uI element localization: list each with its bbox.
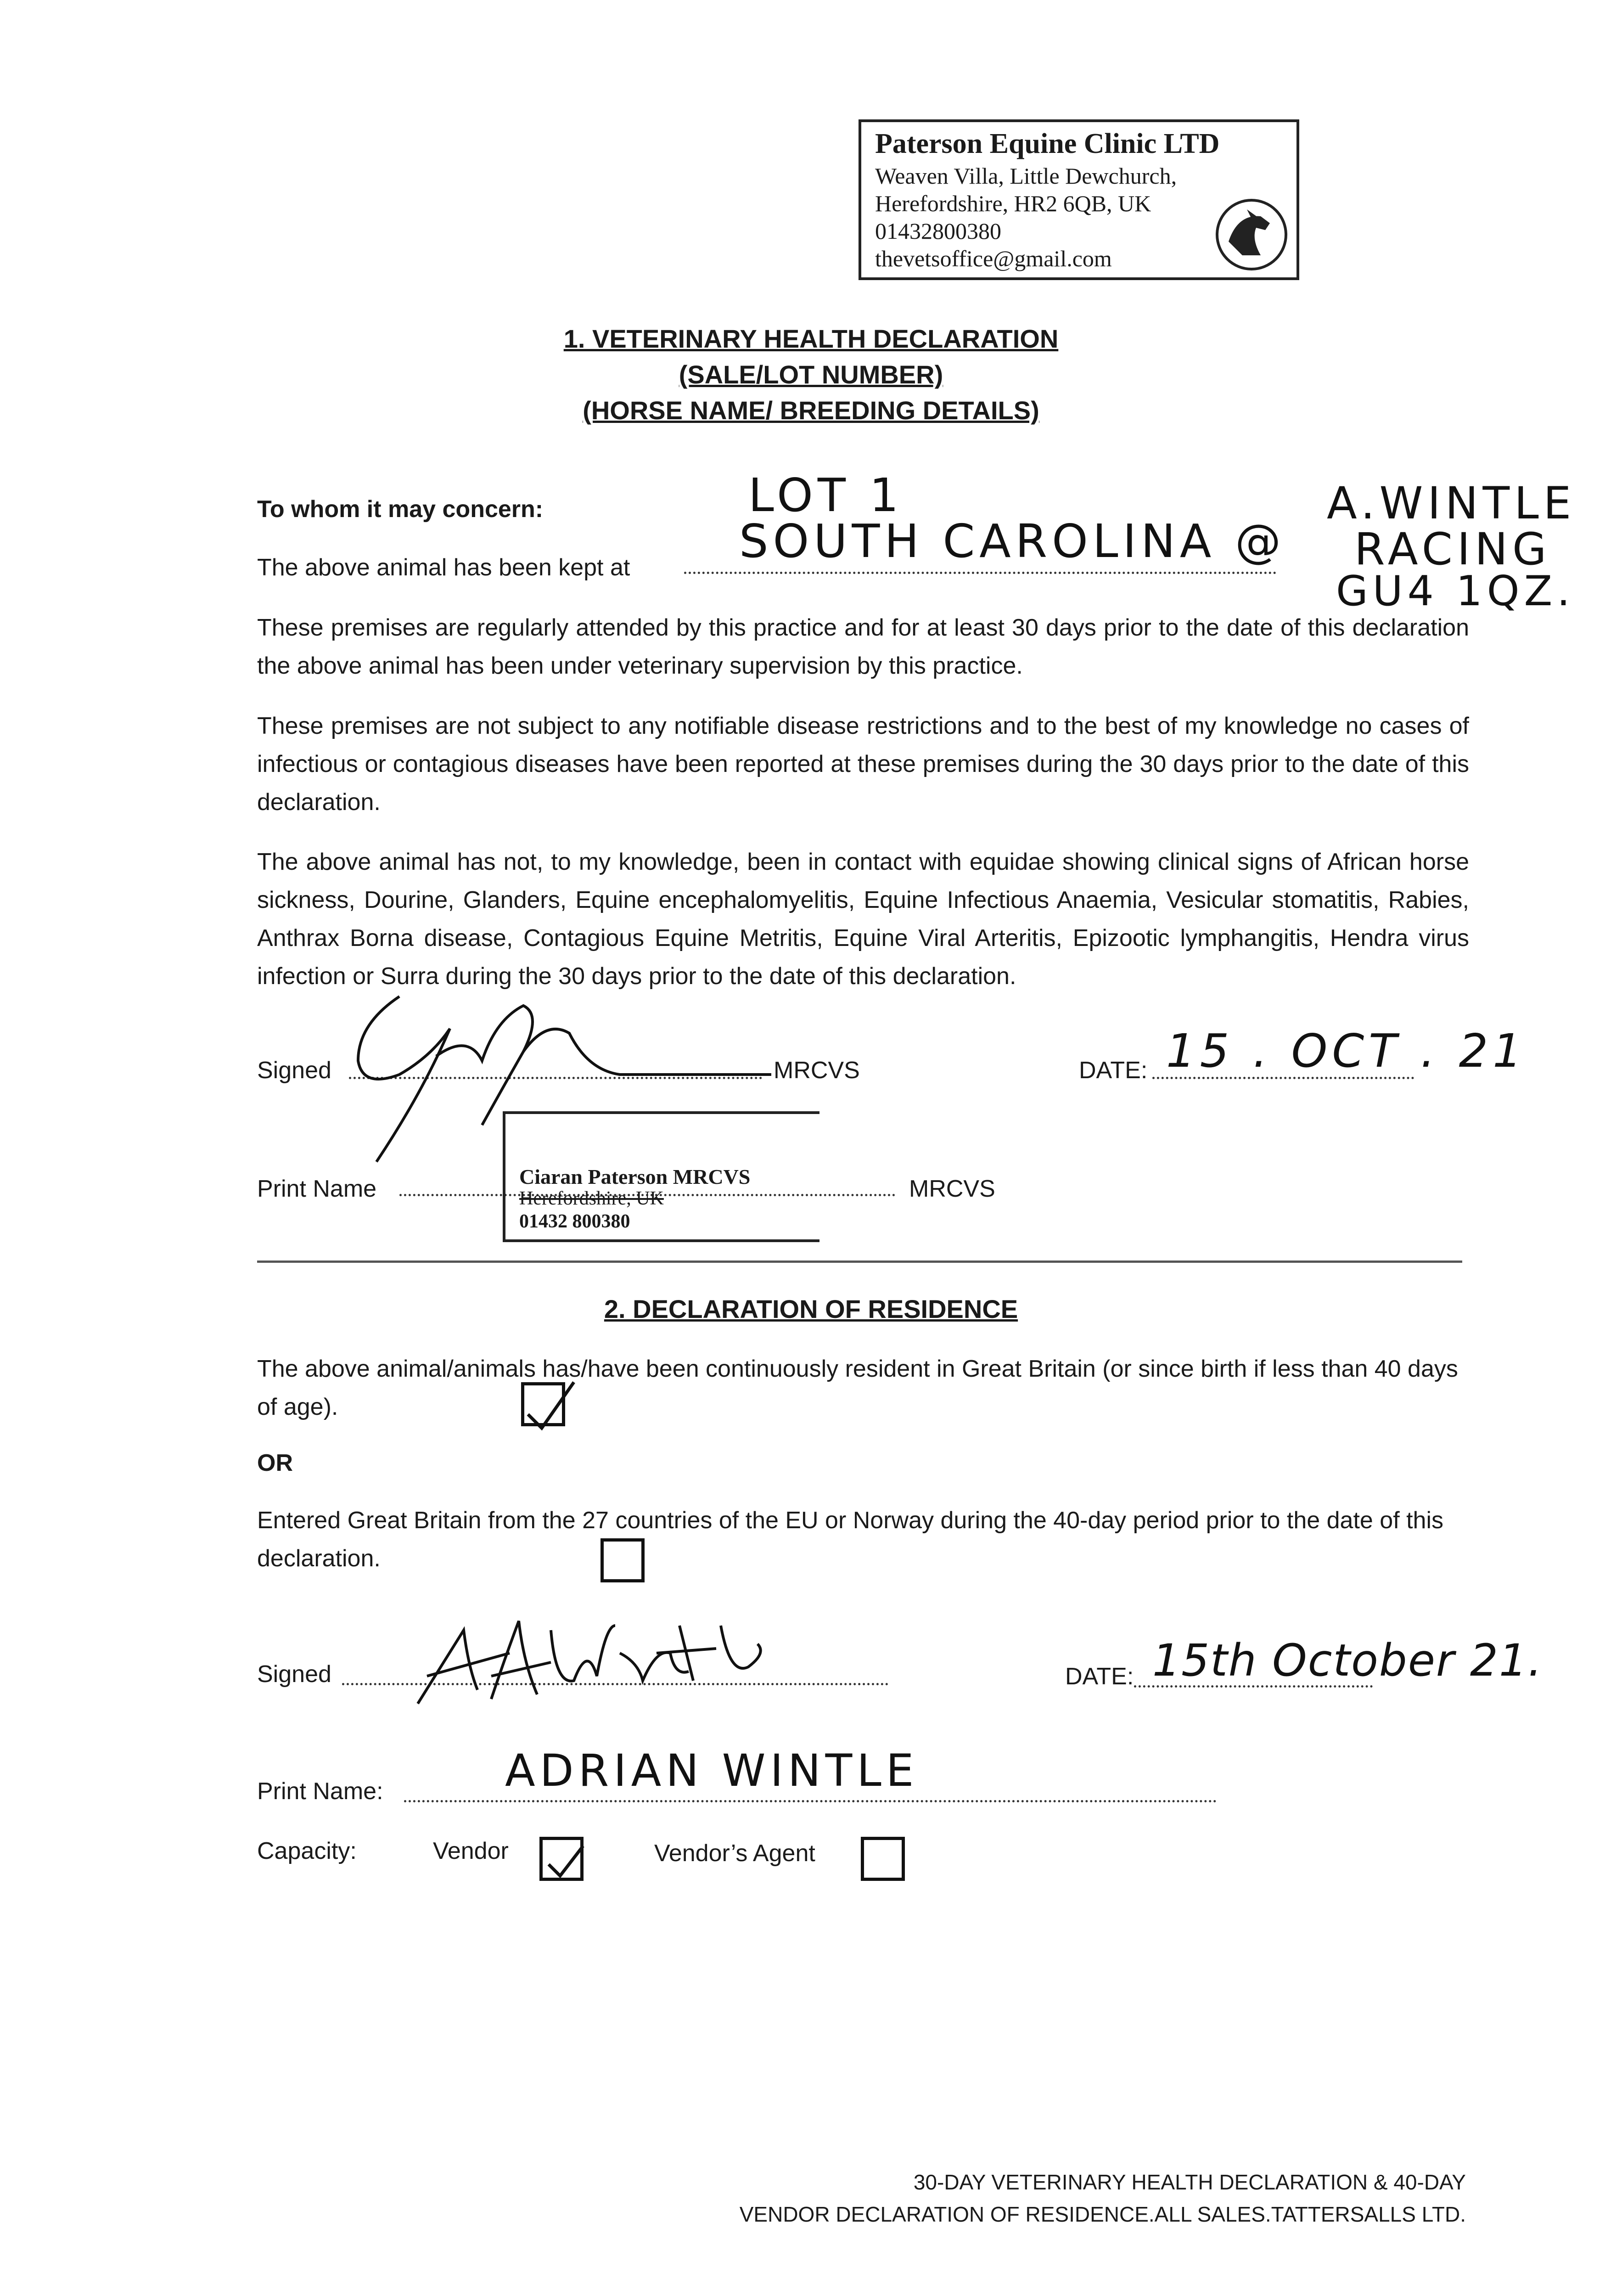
vendor-label: Vendor <box>433 1838 509 1864</box>
vendor-signed-label: Signed <box>257 1661 331 1688</box>
vet-stamp-location: Herefordshire, UK <box>519 1188 664 1209</box>
vendors-agent-checkbox[interactable] <box>861 1837 905 1881</box>
vet-name-stamp <box>503 1111 819 1242</box>
kept-at-label: The above animal has been kept at <box>257 554 630 581</box>
section-divider <box>257 1261 1462 1263</box>
vet-stamp-phone: 01432 800380 <box>519 1211 630 1232</box>
clinic-address-line1: Weaven Villa, Little Dewchurch, <box>875 163 1177 189</box>
handwritten-premises-line3: GU4 1QZ. <box>1336 567 1575 615</box>
clinic-phone: 01432800380 <box>875 218 1001 244</box>
clinic-stamp <box>859 119 1299 280</box>
capacity-label: Capacity: <box>257 1838 357 1864</box>
vet-print-name-label: Print Name <box>257 1176 377 1202</box>
or-label: OR <box>257 1450 293 1476</box>
vendor-print-name-dotted-line <box>404 1800 1217 1802</box>
handwritten-premises-line1: A.WINTLE <box>1327 478 1576 529</box>
footer-line1: 30-DAY VETERINARY HEALTH DECLARATION & 40-DAY <box>913 2170 1466 2194</box>
kept-at-dotted-line <box>684 572 1276 574</box>
section1-paragraph-supervision: These premises are regularly attended by this practice and for at least 30 days prior to the date of this declaration the above animal has been under veterinary supervision by this practice. <box>257 614 1469 679</box>
entered-checkbox[interactable] <box>601 1538 645 1582</box>
vendor-signature <box>399 1598 790 1713</box>
section1-subtitle-horse: (HORSE NAME/ BREEDING DETAILS) <box>583 396 1039 425</box>
section1-paragraph-contact: The above animal has not, to my knowledge, been in contact with equidae showing clinical signs of African horse sickness, Dourine, Glanders, Equine encephalomyelitis, Equine Infectious Anaemia, Vesicular stomatitis, Rabies, Anthrax Borna disease, Contagious Equine Metritis, Equine Viral Arteritis, Epizootic lymphangitis, Hendra virus infection or Surra during the 30 days prior to the date of this declaration. <box>257 849 1469 990</box>
vendors-agent-label: Vendor’s Agent <box>654 1840 815 1867</box>
vet-stamp-name: Ciaran Paterson MRCVS <box>519 1165 751 1188</box>
footer-line2: VENDOR DECLARATION OF RESIDENCE.ALL SALES.TATTERSALLS LTD. <box>739 2202 1466 2226</box>
vet-signed-label: Signed <box>257 1057 331 1084</box>
vet-handwritten-date: 15 . OCT . 21 <box>1166 1024 1527 1078</box>
clinic-address-line2: Herefordshire, HR2 6QB, UK <box>875 191 1151 216</box>
vet-signed-mrcvs-label: MRCVS <box>774 1057 860 1084</box>
resident-text: The above animal/animals has/have been continuously resident in Great Britain (or since birth if less than 40 days of age). <box>257 1356 1458 1420</box>
vet-print-name-mrcvs-label: MRCVS <box>909 1176 995 1202</box>
handwritten-horse-name: SOUTH CAROLINA @ <box>739 514 1286 568</box>
section1-title: 1. VETERINARY HEALTH DECLARATION <box>563 324 1059 353</box>
section1-subtitle-lot: (SALE/LOT NUMBER) <box>679 360 943 389</box>
entered-text: Entered Great Britain from the 27 countries of the EU or Norway during the 40-day period prior to the date of this declaration. <box>257 1507 1444 1572</box>
section1-paragraph-restrictions: These premises are not subject to any notifiable disease restrictions and to the best of my knowledge no cases of infectious or contagious diseases have been reported at these premises during the 30 days prior to the date of this declaration. <box>257 713 1469 816</box>
clinic-email: thevetsoffice@gmail.com <box>875 246 1112 271</box>
resident-check-mark <box>519 1378 578 1433</box>
section2-title: 2. DECLARATION OF RESIDENCE <box>604 1294 1018 1323</box>
vendor-handwritten-name: ADRIAN WINTLE <box>505 1745 919 1796</box>
vendor-date-label: DATE: <box>1065 1663 1134 1690</box>
vendor-print-name-label: Print Name: <box>257 1778 383 1805</box>
vendor-handwritten-date: 15th October 21. <box>1152 1635 1543 1686</box>
horse-head-icon <box>1210 196 1293 274</box>
vendor-check-mark <box>542 1841 588 1883</box>
clinic-name: Paterson Equine Clinic LTD <box>875 128 1220 159</box>
handwritten-premises-line2: RACING <box>1354 523 1551 575</box>
vet-date-label: DATE: <box>1079 1057 1148 1084</box>
handwritten-lot: LOT 1 <box>748 468 904 522</box>
to-whom-label: To whom it may concern: <box>257 496 544 523</box>
